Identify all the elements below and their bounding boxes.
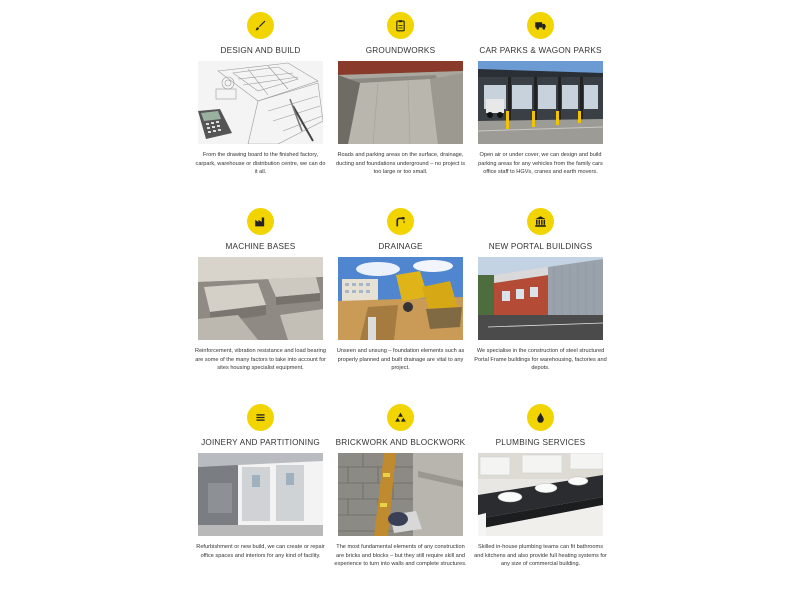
service-title[interactable]: DESIGN AND BUILD [220, 46, 301, 55]
service-card-brickwork[interactable] [334, 404, 467, 594]
photo-drainage [338, 257, 463, 340]
service-description: From the drawing board to the finished factory, carpark, warehouse or distribution centre, we can do it all. [195, 152, 326, 176]
hamburger-lines-icon [247, 404, 274, 431]
photo-machine-bases [198, 257, 323, 340]
service-title[interactable]: NEW PORTAL BUILDINGS [488, 242, 593, 251]
photo-design-and-build [198, 61, 323, 144]
service-card-joinery[interactable] [198, 404, 323, 594]
service-card-machine-bases[interactable] [195, 208, 326, 398]
service-description: Skilled in-house plumbing teams can fit bathrooms and kitchens and also provide full heating systems for any size of commercial building. [474, 544, 607, 568]
factory-icon [247, 208, 274, 235]
service-card-groundworks[interactable] [335, 12, 466, 202]
service-card-drainage[interactable] [338, 208, 463, 398]
service-card-portal-buildings[interactable] [474, 208, 607, 398]
water-drop-icon [527, 404, 554, 431]
service-title[interactable]: PLUMBING SERVICES [495, 438, 586, 447]
service-description: Roads and parking areas on the surface, drainage, ducting and foundations underground – no project is too large or too small. [335, 152, 466, 176]
service-title[interactable]: MACHINE BASES [225, 242, 296, 251]
bricks-icon [387, 404, 414, 431]
photo-portal-buildings [478, 257, 603, 340]
service-description: Reinforcement, vibration resistance and load bearing are some of the many factors to take into account for sites housing specialist equipment. [195, 348, 326, 372]
photo-plumbing [478, 453, 603, 536]
service-card-plumbing[interactable] [474, 404, 607, 594]
service-card-car-parks[interactable] [478, 12, 603, 202]
service-description: Unseen and unsung – foundation elements such as properly planned and built drainage are vital to any project. [336, 348, 465, 372]
photo-car-parks [478, 61, 603, 144]
photo-brickwork [338, 453, 463, 536]
photo-joinery [198, 453, 323, 536]
service-title[interactable]: DRAINAGE [378, 242, 423, 251]
paintbrush-icon [247, 12, 274, 39]
columns-building-icon [527, 208, 554, 235]
service-title[interactable]: BRICKWORK AND BLOCKWORK [335, 438, 466, 447]
truck-icon [527, 12, 554, 39]
service-description: Open air or under cover, we can design and build parking areas for any vehicles from the family cars office staff to HGVs, cranes and earth movers. [478, 152, 603, 176]
service-title[interactable]: GROUNDWORKS [365, 46, 436, 55]
service-description: The most fundamental elements of any construction are bricks and blocks – but they still require skill and experience to turn into walls and complete structures. [334, 544, 467, 568]
pipe-tap-icon [387, 208, 414, 235]
services-grid [195, 12, 607, 594]
service-title[interactable]: JOINERY AND PARTITIONING [201, 438, 320, 447]
service-description: Refurbishment or new build, we can create or repair office spaces and interiors for any kind of facility. [196, 544, 325, 559]
photo-groundworks [338, 61, 463, 144]
clipboard-icon [387, 12, 414, 39]
service-title[interactable]: CAR PARKS & WAGON PARKS [479, 46, 602, 55]
service-description: We specialise in the construction of steel structured Portal Frame buildings for warehousing, factories and depots. [474, 348, 607, 372]
service-card-design-and-build[interactable] [195, 12, 326, 202]
